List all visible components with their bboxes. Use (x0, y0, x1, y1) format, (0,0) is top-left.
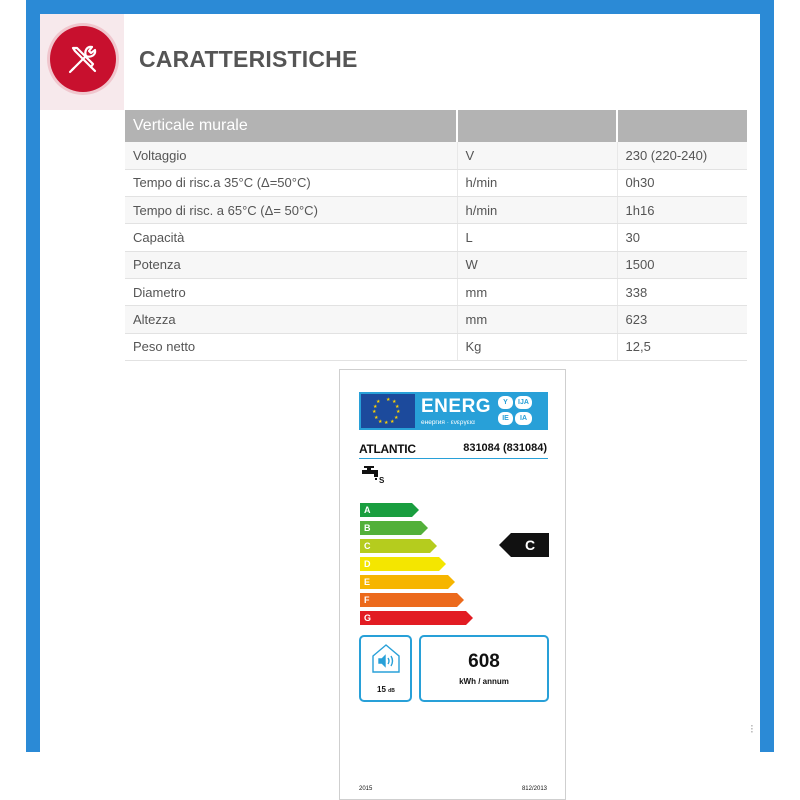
divider (359, 458, 548, 459)
table-header-cell (617, 110, 747, 142)
spec-unit: L (457, 224, 617, 251)
spec-unit: W (457, 251, 617, 278)
svg-text:★: ★ (376, 399, 381, 405)
sound-power-unit: dB (388, 688, 395, 694)
spec-unit: h/min (457, 197, 617, 224)
table-row (125, 306, 747, 333)
spec-label: Tempo di risc. a 65°C (Δ= 50°C) (125, 197, 457, 224)
energy-label-header (359, 392, 548, 430)
svg-text:★: ★ (372, 409, 377, 415)
spec-value: 30 (617, 224, 747, 251)
header-icon-area (40, 14, 124, 110)
spec-unit: mm (457, 306, 617, 333)
load-profile: S (379, 476, 385, 485)
class-bar-d: D (360, 557, 439, 571)
class-bar-g: G (360, 611, 466, 625)
frame-right (760, 0, 774, 752)
class-bar-e: E (360, 575, 448, 589)
tools-icon-badge (50, 26, 116, 92)
spec-unit: Kg (457, 333, 617, 360)
lang-bubble: IJA (515, 396, 532, 409)
table-row (125, 224, 747, 251)
class-bar-f: F (360, 593, 457, 607)
spec-label: Voltaggio (125, 142, 457, 169)
frame-top (26, 0, 774, 14)
table-row (125, 278, 747, 305)
table-header-cell: Verticale murale (125, 110, 457, 142)
table-row (125, 251, 747, 278)
table-row (125, 169, 747, 196)
spec-label: Altezza (125, 306, 457, 333)
svg-text:★: ★ (384, 420, 389, 426)
table-row (125, 197, 747, 224)
lang-bubble: IA (515, 412, 532, 425)
annual-energy-box (419, 635, 549, 702)
table-row (125, 142, 747, 169)
spec-value: 0h30 (617, 169, 747, 196)
svg-text:★: ★ (373, 404, 378, 410)
spec-value: 623 (617, 306, 747, 333)
regulation-number: 812/2013 (521, 786, 547, 792)
sound-power-box (359, 635, 412, 702)
svg-text:★: ★ (378, 419, 383, 425)
table-header-row (125, 110, 747, 142)
svg-text:★: ★ (395, 404, 400, 410)
spec-label: Capacità (125, 224, 457, 251)
frame-left (26, 0, 40, 752)
spec-label: Peso netto (125, 333, 457, 360)
spec-value: 1h16 (617, 197, 747, 224)
resize-mark: ⁝ (750, 722, 754, 736)
annual-energy-unit: kWh / annum (459, 677, 509, 686)
label-year: 2015 (359, 786, 373, 792)
page-title: CARATTERISTICHE (139, 46, 358, 72)
brand-name: ATLANTIC (359, 442, 416, 456)
svg-text:★: ★ (390, 419, 395, 425)
class-bar-c: C (360, 539, 430, 553)
sound-power-number: 15 (377, 685, 386, 694)
energy-banner (415, 394, 546, 428)
annual-energy-value: 608 (468, 651, 500, 672)
spec-label: Tempo di risc.a 35°C (Δ=50°C) (125, 169, 457, 196)
spec-value: 1500 (617, 251, 747, 278)
spec-unit: h/min (457, 169, 617, 196)
spec-value: 12,5 (617, 333, 747, 360)
spec-unit: mm (457, 278, 617, 305)
energ-word: ENERG (421, 396, 492, 417)
energ-subtitle: енергия · ενεργεια (421, 419, 475, 426)
class-bar-b: B (360, 521, 421, 535)
class-bar-a: A (360, 503, 412, 517)
spec-unit: V (457, 142, 617, 169)
table-header-cell (457, 110, 617, 142)
energy-rating-arrow: C (511, 533, 549, 557)
svg-text:★: ★ (386, 397, 391, 403)
speaker-house-icon (370, 642, 402, 674)
spec-value: 338 (617, 278, 747, 305)
lang-bubble: Y (498, 396, 513, 409)
energy-label (339, 369, 566, 800)
eu-flag-icon (361, 394, 415, 428)
tools-icon (64, 40, 102, 78)
model-number: 831084 (831084) (463, 442, 547, 454)
spec-label: Potenza (125, 251, 457, 278)
table-row (125, 333, 747, 360)
svg-text:★: ★ (396, 409, 401, 415)
svg-text:★: ★ (394, 415, 399, 421)
svg-text:★: ★ (374, 415, 379, 421)
spec-value: 230 (220-240) (617, 142, 747, 169)
sound-power-value (377, 685, 395, 694)
spec-table (125, 110, 747, 361)
lang-bubble: IE (498, 412, 513, 425)
svg-text:★: ★ (392, 399, 397, 405)
spec-label: Diametro (125, 278, 457, 305)
